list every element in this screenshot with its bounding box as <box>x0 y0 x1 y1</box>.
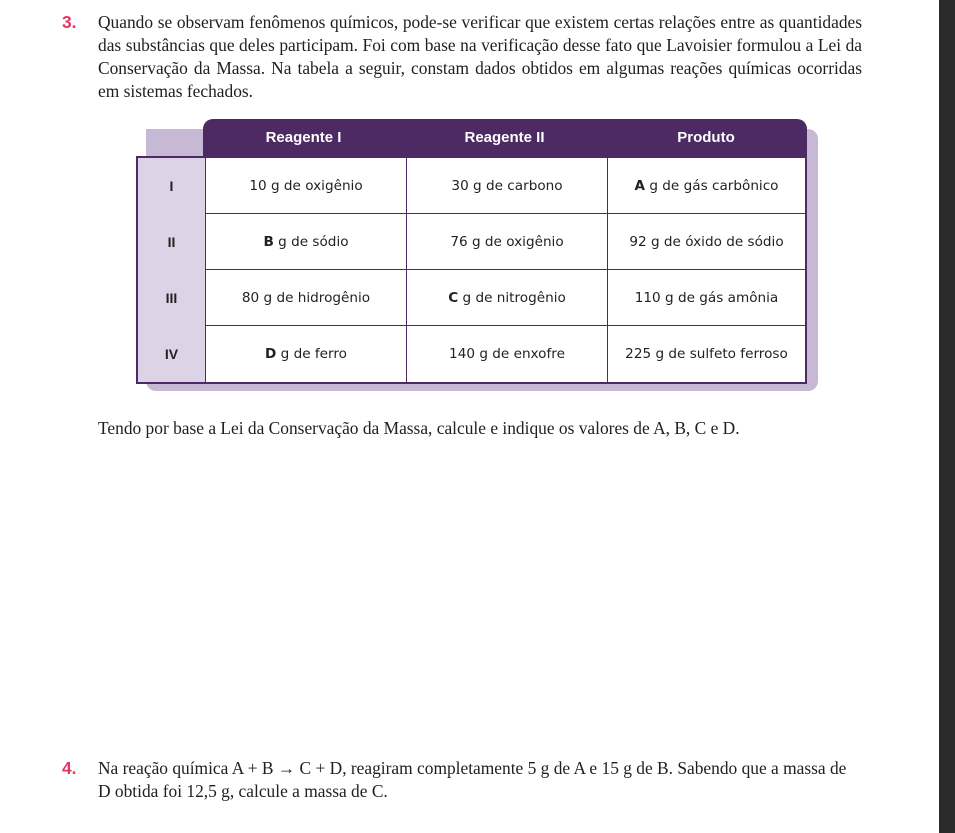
question-number: 3. <box>62 12 77 32</box>
window-edge-bar <box>939 0 955 833</box>
column-header: Produto <box>677 129 735 146</box>
table-cell: 10 g de oxigênio <box>205 158 406 214</box>
row-label: III <box>138 270 205 326</box>
table-cell: 80 g de hidrogênio <box>205 270 406 326</box>
question-text: Na reação química A + B → C + D, reagiram completamente 5 g de A e 15 g de B. Sabendo que a massa de D obtida foi 12,5 g, calcule a massa de C. <box>98 758 847 801</box>
table-row <box>138 214 805 270</box>
question-text: Quando se observam fenômenos químicos, pode-se verificar que existem certas relações entre as quantidades das substâncias que deles participam. Foi com base na verificação desse fato que Lavoisier formulou a Lei da Conservação da Massa. Na tabela a seguir, constam dados obtidos em algumas reações químicas ocorridas em sistemas fechados. <box>98 12 862 101</box>
table-cell: 30 g de carbono <box>406 158 607 214</box>
table-cell: 225 g de sulfeto ferroso <box>607 326 805 382</box>
column-header: Reagente II <box>464 129 545 146</box>
column-header: Reagente I <box>265 129 342 146</box>
table-cell: D g de ferro <box>205 326 406 382</box>
table-body <box>136 156 807 384</box>
table-cell: A g de gás carbônico <box>607 158 805 214</box>
table-cell: 76 g de oxigênio <box>406 214 607 270</box>
table-header <box>203 119 807 157</box>
row-label: II <box>138 214 205 270</box>
table-cell: C g de nitrogênio <box>406 270 607 326</box>
row-label: IV <box>138 326 205 382</box>
table-cell: 92 g de óxido de sódio <box>607 214 805 270</box>
row-label: I <box>138 158 205 214</box>
question-4 <box>62 757 862 803</box>
table-cell: 140 g de enxofre <box>406 326 607 382</box>
table-row <box>138 270 805 326</box>
table-cell: 110 g de gás amônia <box>607 270 805 326</box>
data-table <box>136 119 818 391</box>
question-number: 4. <box>62 758 77 778</box>
table-cell: B g de sódio <box>205 214 406 270</box>
question-3-instruction: Tendo por base a Lei da Conservação da Massa, calcule e indique os valores de A, B, C e D. <box>98 418 740 438</box>
question-3 <box>62 11 862 103</box>
table-row <box>138 158 805 214</box>
table-row <box>138 326 805 382</box>
